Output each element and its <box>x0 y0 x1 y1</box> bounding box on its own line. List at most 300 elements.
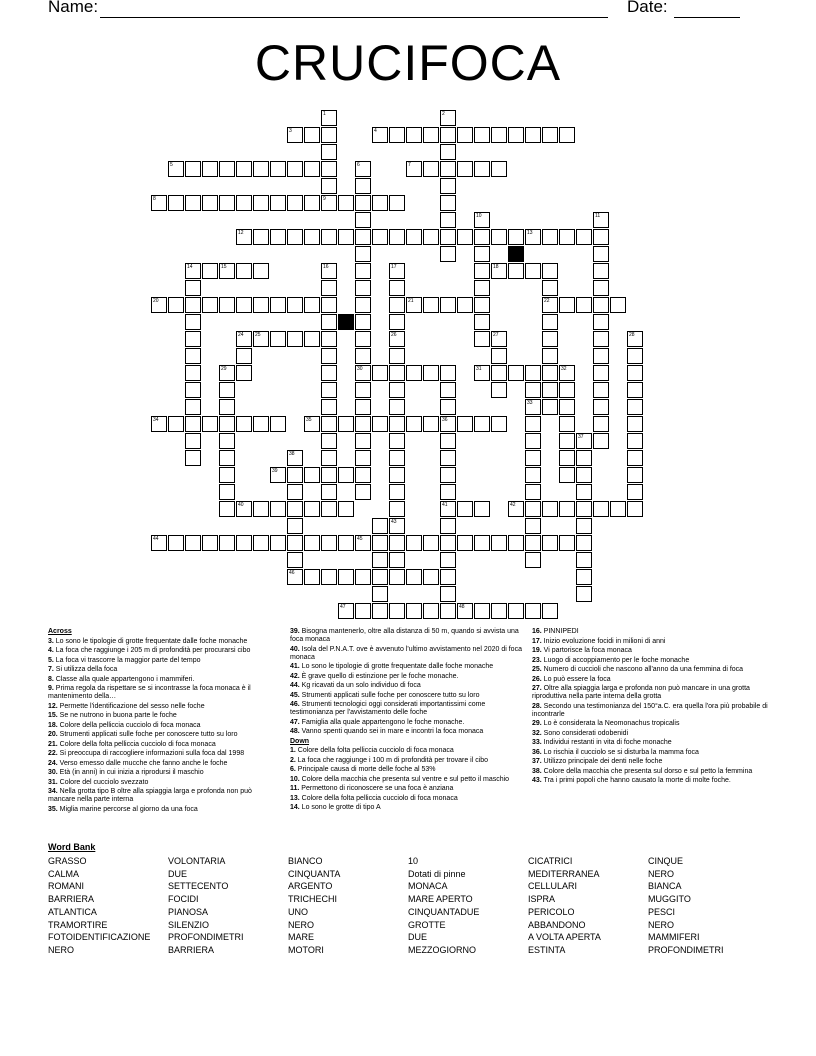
crossword-cell[interactable] <box>355 331 371 347</box>
crossword-cell[interactable] <box>627 433 643 449</box>
crossword-cell[interactable] <box>389 450 405 466</box>
crossword-cell[interactable] <box>576 552 592 568</box>
crossword-cell[interactable] <box>593 263 609 279</box>
crossword-cell[interactable] <box>151 195 167 211</box>
crossword-cell[interactable] <box>321 484 337 500</box>
crossword-cell[interactable] <box>389 501 405 517</box>
crossword-cell[interactable] <box>321 127 337 143</box>
crossword-cell[interactable] <box>440 161 456 177</box>
crossword-cell[interactable] <box>389 518 405 534</box>
crossword-cell[interactable] <box>576 297 592 313</box>
crossword-cell[interactable] <box>525 535 541 551</box>
crossword-cell[interactable] <box>440 178 456 194</box>
crossword-cell[interactable] <box>474 280 490 296</box>
crossword-cell[interactable] <box>491 127 507 143</box>
crossword-cell[interactable] <box>202 535 218 551</box>
crossword-cell[interactable] <box>219 161 235 177</box>
crossword-cell[interactable] <box>525 229 541 245</box>
crossword-cell[interactable] <box>423 229 439 245</box>
crossword-cell[interactable] <box>389 382 405 398</box>
crossword-cell[interactable] <box>627 365 643 381</box>
crossword-cell[interactable] <box>287 297 303 313</box>
crossword-cell[interactable] <box>593 246 609 262</box>
crossword-cell[interactable] <box>304 331 320 347</box>
crossword-cell[interactable] <box>593 501 609 517</box>
crossword-cell[interactable] <box>389 484 405 500</box>
crossword-cell[interactable] <box>627 467 643 483</box>
crossword-cell[interactable] <box>185 195 201 211</box>
crossword-cell[interactable] <box>202 161 218 177</box>
crossword-cell[interactable] <box>219 416 235 432</box>
crossword-cell[interactable] <box>236 416 252 432</box>
crossword-cell[interactable] <box>236 263 252 279</box>
crossword-cell[interactable] <box>372 229 388 245</box>
crossword-cell[interactable] <box>474 603 490 619</box>
crossword-cell[interactable] <box>355 246 371 262</box>
crossword-cell[interactable] <box>338 569 354 585</box>
crossword-cell[interactable] <box>474 314 490 330</box>
crossword-cell[interactable] <box>406 569 422 585</box>
crossword-cell[interactable] <box>593 314 609 330</box>
crossword-cell[interactable] <box>627 331 643 347</box>
crossword-cell[interactable] <box>236 195 252 211</box>
crossword-cell[interactable] <box>355 348 371 364</box>
crossword-cell[interactable] <box>168 297 184 313</box>
crossword-cell[interactable] <box>287 229 303 245</box>
crossword-cell[interactable] <box>525 518 541 534</box>
crossword-cell[interactable] <box>287 161 303 177</box>
crossword-cell[interactable] <box>406 603 422 619</box>
crossword-cell[interactable] <box>440 467 456 483</box>
crossword-cell[interactable] <box>440 110 456 126</box>
crossword-cell[interactable] <box>508 535 524 551</box>
crossword-cell[interactable] <box>219 501 235 517</box>
crossword-cell[interactable] <box>457 161 473 177</box>
crossword-cell[interactable] <box>440 535 456 551</box>
crossword-cell[interactable] <box>542 603 558 619</box>
crossword-cell[interactable] <box>474 416 490 432</box>
crossword-cell[interactable] <box>253 535 269 551</box>
crossword-cell[interactable] <box>542 348 558 364</box>
crossword-cell[interactable] <box>355 263 371 279</box>
crossword-cell[interactable] <box>304 127 320 143</box>
crossword-cell[interactable] <box>440 382 456 398</box>
crossword-cell[interactable] <box>440 195 456 211</box>
crossword-cell[interactable] <box>338 195 354 211</box>
crossword-cell[interactable] <box>304 229 320 245</box>
crossword-cell[interactable] <box>185 535 201 551</box>
crossword-cell[interactable] <box>474 297 490 313</box>
crossword-cell[interactable] <box>440 297 456 313</box>
crossword-cell[interactable] <box>559 382 575 398</box>
crossword-cell[interactable] <box>304 535 320 551</box>
crossword-cell[interactable] <box>287 552 303 568</box>
crossword-cell[interactable] <box>593 382 609 398</box>
crossword-cell[interactable] <box>423 161 439 177</box>
crossword-cell[interactable] <box>151 297 167 313</box>
crossword-cell[interactable] <box>508 365 524 381</box>
crossword-cell[interactable] <box>423 297 439 313</box>
crossword-cell[interactable] <box>287 467 303 483</box>
crossword-cell[interactable] <box>474 161 490 177</box>
crossword-cell[interactable] <box>457 535 473 551</box>
crossword-cell[interactable] <box>219 535 235 551</box>
crossword-cell[interactable] <box>168 161 184 177</box>
crossword-cell[interactable] <box>185 348 201 364</box>
crossword-cell[interactable] <box>219 467 235 483</box>
crossword-cell[interactable] <box>389 314 405 330</box>
crossword-cell[interactable] <box>287 450 303 466</box>
crossword-cell[interactable] <box>185 263 201 279</box>
crossword-cell[interactable] <box>389 569 405 585</box>
crossword-cell[interactable] <box>287 569 303 585</box>
crossword-cell[interactable] <box>321 467 337 483</box>
crossword-cell[interactable] <box>185 161 201 177</box>
crossword-cell[interactable] <box>355 433 371 449</box>
crossword-cell[interactable] <box>542 229 558 245</box>
crossword-cell[interactable] <box>542 535 558 551</box>
crossword-cell[interactable] <box>372 535 388 551</box>
crossword-cell[interactable] <box>185 331 201 347</box>
crossword-cell[interactable] <box>389 552 405 568</box>
crossword-cell[interactable] <box>508 263 524 279</box>
crossword-cell[interactable] <box>389 348 405 364</box>
crossword-cell[interactable] <box>593 433 609 449</box>
crossword-cell[interactable] <box>355 416 371 432</box>
crossword-cell[interactable] <box>627 416 643 432</box>
crossword-cell[interactable] <box>372 127 388 143</box>
crossword-cell[interactable] <box>593 212 609 228</box>
crossword-cell[interactable] <box>525 484 541 500</box>
crossword-cell[interactable] <box>304 416 320 432</box>
crossword-cell[interactable] <box>627 450 643 466</box>
crossword-cell[interactable] <box>151 416 167 432</box>
crossword-cell[interactable] <box>525 365 541 381</box>
crossword-cell[interactable] <box>304 297 320 313</box>
crossword-cell[interactable] <box>627 501 643 517</box>
crossword-cell[interactable] <box>559 535 575 551</box>
crossword-cell[interactable] <box>185 399 201 415</box>
crossword-cell[interactable] <box>593 280 609 296</box>
crossword-cell[interactable] <box>321 433 337 449</box>
crossword-cell[interactable] <box>406 161 422 177</box>
crossword-cell[interactable] <box>457 416 473 432</box>
crossword-cell[interactable] <box>440 501 456 517</box>
crossword-cell[interactable] <box>576 433 592 449</box>
crossword-cell[interactable] <box>423 127 439 143</box>
crossword-cell[interactable] <box>185 382 201 398</box>
crossword-cell[interactable] <box>219 263 235 279</box>
crossword-cell[interactable] <box>440 484 456 500</box>
crossword-cell[interactable] <box>389 433 405 449</box>
crossword-cell[interactable] <box>576 518 592 534</box>
crossword-cell[interactable] <box>406 535 422 551</box>
crossword-cell[interactable] <box>593 416 609 432</box>
crossword-cell[interactable] <box>525 433 541 449</box>
crossword-cell[interactable] <box>525 127 541 143</box>
crossword-cell[interactable] <box>236 161 252 177</box>
crossword-cell[interactable] <box>559 297 575 313</box>
crossword-cell[interactable] <box>389 127 405 143</box>
crossword-cell[interactable] <box>525 467 541 483</box>
crossword-cell[interactable] <box>355 314 371 330</box>
crossword-cell[interactable] <box>236 501 252 517</box>
crossword-cell[interactable] <box>168 195 184 211</box>
crossword-cell[interactable] <box>491 365 507 381</box>
crossword-cell[interactable] <box>474 246 490 262</box>
crossword-cell[interactable] <box>627 382 643 398</box>
crossword-cell[interactable] <box>593 297 609 313</box>
crossword-cell[interactable] <box>508 603 524 619</box>
crossword-cell[interactable] <box>491 416 507 432</box>
crossword-cell[interactable] <box>321 144 337 160</box>
crossword-cell[interactable] <box>525 552 541 568</box>
crossword-cell[interactable] <box>185 280 201 296</box>
crossword-cell[interactable] <box>593 399 609 415</box>
crossword-cell[interactable] <box>440 416 456 432</box>
crossword-cell[interactable] <box>491 263 507 279</box>
crossword-cell[interactable] <box>576 450 592 466</box>
crossword-cell[interactable] <box>559 127 575 143</box>
crossword-cell[interactable] <box>168 535 184 551</box>
crossword-cell[interactable] <box>168 416 184 432</box>
crossword-cell[interactable] <box>355 229 371 245</box>
crossword-cell[interactable] <box>474 263 490 279</box>
crossword-cell[interactable] <box>236 229 252 245</box>
crossword-cell[interactable] <box>440 127 456 143</box>
crossword-cell[interactable] <box>576 535 592 551</box>
crossword-cell[interactable] <box>219 450 235 466</box>
crossword-cell[interactable] <box>525 382 541 398</box>
crossword-cell[interactable] <box>355 450 371 466</box>
crossword-cell[interactable] <box>457 603 473 619</box>
crossword-cell[interactable] <box>219 382 235 398</box>
crossword-cell[interactable] <box>542 297 558 313</box>
crossword-cell[interactable] <box>542 263 558 279</box>
crossword-cell[interactable] <box>423 416 439 432</box>
crossword-cell[interactable] <box>253 416 269 432</box>
crossword-cell[interactable] <box>491 348 507 364</box>
crossword-cell[interactable] <box>253 331 269 347</box>
crossword-cell[interactable] <box>355 365 371 381</box>
crossword-cell[interactable] <box>253 501 269 517</box>
crossword-cell[interactable] <box>474 127 490 143</box>
crossword-cell[interactable] <box>321 348 337 364</box>
crossword-cell[interactable] <box>525 501 541 517</box>
crossword-cell[interactable] <box>287 127 303 143</box>
crossword-cell[interactable] <box>321 263 337 279</box>
crossword-cell[interactable] <box>559 433 575 449</box>
crossword-cell[interactable] <box>576 501 592 517</box>
crossword-cell[interactable] <box>185 433 201 449</box>
crossword-cell[interactable] <box>236 331 252 347</box>
crossword-cell[interactable] <box>559 416 575 432</box>
crossword-cell[interactable] <box>542 127 558 143</box>
crossword-cell[interactable] <box>389 603 405 619</box>
crossword-cell[interactable] <box>355 569 371 585</box>
crossword-cell[interactable] <box>355 297 371 313</box>
crossword-cell[interactable] <box>355 603 371 619</box>
crossword-cell[interactable] <box>270 195 286 211</box>
crossword-cell[interactable] <box>474 331 490 347</box>
crossword-cell[interactable] <box>304 467 320 483</box>
crossword-cell[interactable] <box>355 382 371 398</box>
crossword-cell[interactable] <box>270 501 286 517</box>
crossword-cell[interactable] <box>508 127 524 143</box>
crossword-cell[interactable] <box>525 450 541 466</box>
crossword-cell[interactable] <box>185 365 201 381</box>
crossword-cell[interactable] <box>491 331 507 347</box>
crossword-cell[interactable] <box>559 399 575 415</box>
crossword-cell[interactable] <box>355 161 371 177</box>
crossword-cell[interactable] <box>440 450 456 466</box>
crossword-cell[interactable] <box>406 229 422 245</box>
crossword-cell[interactable] <box>389 195 405 211</box>
crossword-cell[interactable] <box>321 110 337 126</box>
crossword-cell[interactable] <box>525 603 541 619</box>
crossword-cell[interactable] <box>491 161 507 177</box>
crossword-cell[interactable] <box>219 484 235 500</box>
crossword-cell[interactable] <box>593 348 609 364</box>
crossword-cell[interactable] <box>321 178 337 194</box>
crossword-cell[interactable] <box>542 382 558 398</box>
crossword-cell[interactable] <box>474 535 490 551</box>
crossword-cell[interactable] <box>321 535 337 551</box>
crossword-cell[interactable] <box>440 399 456 415</box>
crossword-cell[interactable] <box>151 535 167 551</box>
crossword-cell[interactable] <box>321 365 337 381</box>
crossword-cell[interactable] <box>423 603 439 619</box>
crossword-cell[interactable] <box>321 331 337 347</box>
crossword-cell[interactable] <box>508 229 524 245</box>
crossword-cell[interactable] <box>576 569 592 585</box>
crossword-cell[interactable] <box>457 501 473 517</box>
crossword-cell[interactable] <box>338 535 354 551</box>
crossword-cell[interactable] <box>355 467 371 483</box>
crossword-cell[interactable] <box>321 280 337 296</box>
crossword-cell[interactable] <box>202 195 218 211</box>
crossword-cell[interactable] <box>457 297 473 313</box>
crossword-cell[interactable] <box>236 365 252 381</box>
crossword-cell[interactable] <box>576 467 592 483</box>
crossword-cell[interactable] <box>270 331 286 347</box>
crossword-cell[interactable] <box>474 229 490 245</box>
crossword-cell[interactable] <box>185 314 201 330</box>
crossword-cell[interactable] <box>202 297 218 313</box>
crossword-cell[interactable] <box>559 501 575 517</box>
crossword-cell[interactable] <box>406 127 422 143</box>
crossword-cell[interactable] <box>253 263 269 279</box>
crossword-cell[interactable] <box>440 212 456 228</box>
crossword-cell[interactable] <box>389 280 405 296</box>
crossword-cell[interactable] <box>423 535 439 551</box>
crossword-cell[interactable] <box>372 195 388 211</box>
crossword-cell[interactable] <box>270 297 286 313</box>
crossword-cell[interactable] <box>559 450 575 466</box>
crossword-cell[interactable] <box>253 195 269 211</box>
crossword-cell[interactable] <box>542 501 558 517</box>
crossword-cell[interactable] <box>270 161 286 177</box>
crossword-cell[interactable] <box>270 229 286 245</box>
crossword-cell[interactable] <box>406 297 422 313</box>
crossword-cell[interactable] <box>576 586 592 602</box>
crossword-cell[interactable] <box>270 416 286 432</box>
crossword-cell[interactable] <box>219 195 235 211</box>
crossword-cell[interactable] <box>491 603 507 619</box>
crossword-cell[interactable] <box>627 484 643 500</box>
crossword-cell[interactable] <box>321 229 337 245</box>
crossword-cell[interactable] <box>270 467 286 483</box>
crossword-cell[interactable] <box>355 535 371 551</box>
crossword-cell[interactable] <box>593 229 609 245</box>
crossword-cell[interactable] <box>236 348 252 364</box>
crossword-cell[interactable] <box>185 450 201 466</box>
crossword-cell[interactable] <box>219 297 235 313</box>
crossword-cell[interactable] <box>525 263 541 279</box>
crossword-cell[interactable] <box>253 161 269 177</box>
crossword-cell[interactable] <box>236 535 252 551</box>
crossword-cell[interactable] <box>406 365 422 381</box>
crossword-cell[interactable] <box>321 399 337 415</box>
crossword-cell[interactable] <box>321 382 337 398</box>
crossword-cell[interactable] <box>287 535 303 551</box>
crossword-cell[interactable] <box>287 518 303 534</box>
crossword-cell[interactable] <box>542 314 558 330</box>
crossword-cell[interactable] <box>338 229 354 245</box>
crossword-cell[interactable] <box>440 603 456 619</box>
crossword-cell[interactable] <box>372 365 388 381</box>
crossword-cell[interactable] <box>508 501 524 517</box>
crossword-cell[interactable] <box>219 399 235 415</box>
crossword-cell[interactable] <box>389 263 405 279</box>
crossword-cell[interactable] <box>338 416 354 432</box>
crossword-cell[interactable] <box>423 365 439 381</box>
crossword-cell[interactable] <box>457 229 473 245</box>
crossword-cell[interactable] <box>321 501 337 517</box>
crossword-cell[interactable] <box>542 399 558 415</box>
crossword-cell[interactable] <box>389 331 405 347</box>
crossword-cell[interactable] <box>321 195 337 211</box>
crossword-cell[interactable] <box>372 552 388 568</box>
crossword-cell[interactable] <box>304 569 320 585</box>
crossword-cell[interactable] <box>576 229 592 245</box>
crossword-cell[interactable] <box>202 263 218 279</box>
crossword-cell[interactable] <box>525 399 541 415</box>
crossword-cell[interactable] <box>389 467 405 483</box>
crossword-cell[interactable] <box>542 280 558 296</box>
crossword-cell[interactable] <box>253 229 269 245</box>
crossword-cell[interactable] <box>440 229 456 245</box>
crossword-cell[interactable] <box>355 212 371 228</box>
crossword-cell[interactable] <box>440 365 456 381</box>
crossword-cell[interactable] <box>491 382 507 398</box>
crossword-cell[interactable] <box>219 433 235 449</box>
crossword-cell[interactable] <box>287 484 303 500</box>
crossword-cell[interactable] <box>389 365 405 381</box>
crossword-cell[interactable] <box>253 297 269 313</box>
crossword-cell[interactable] <box>321 416 337 432</box>
crossword-cell[interactable] <box>304 501 320 517</box>
crossword-cell[interactable] <box>559 467 575 483</box>
crossword-cell[interactable] <box>542 365 558 381</box>
crossword-cell[interactable] <box>559 365 575 381</box>
crossword-cell[interactable] <box>338 603 354 619</box>
crossword-cell[interactable] <box>440 246 456 262</box>
crossword-cell[interactable] <box>202 416 218 432</box>
crossword-cell[interactable] <box>372 586 388 602</box>
crossword-cell[interactable] <box>185 297 201 313</box>
crossword-cell[interactable] <box>338 501 354 517</box>
